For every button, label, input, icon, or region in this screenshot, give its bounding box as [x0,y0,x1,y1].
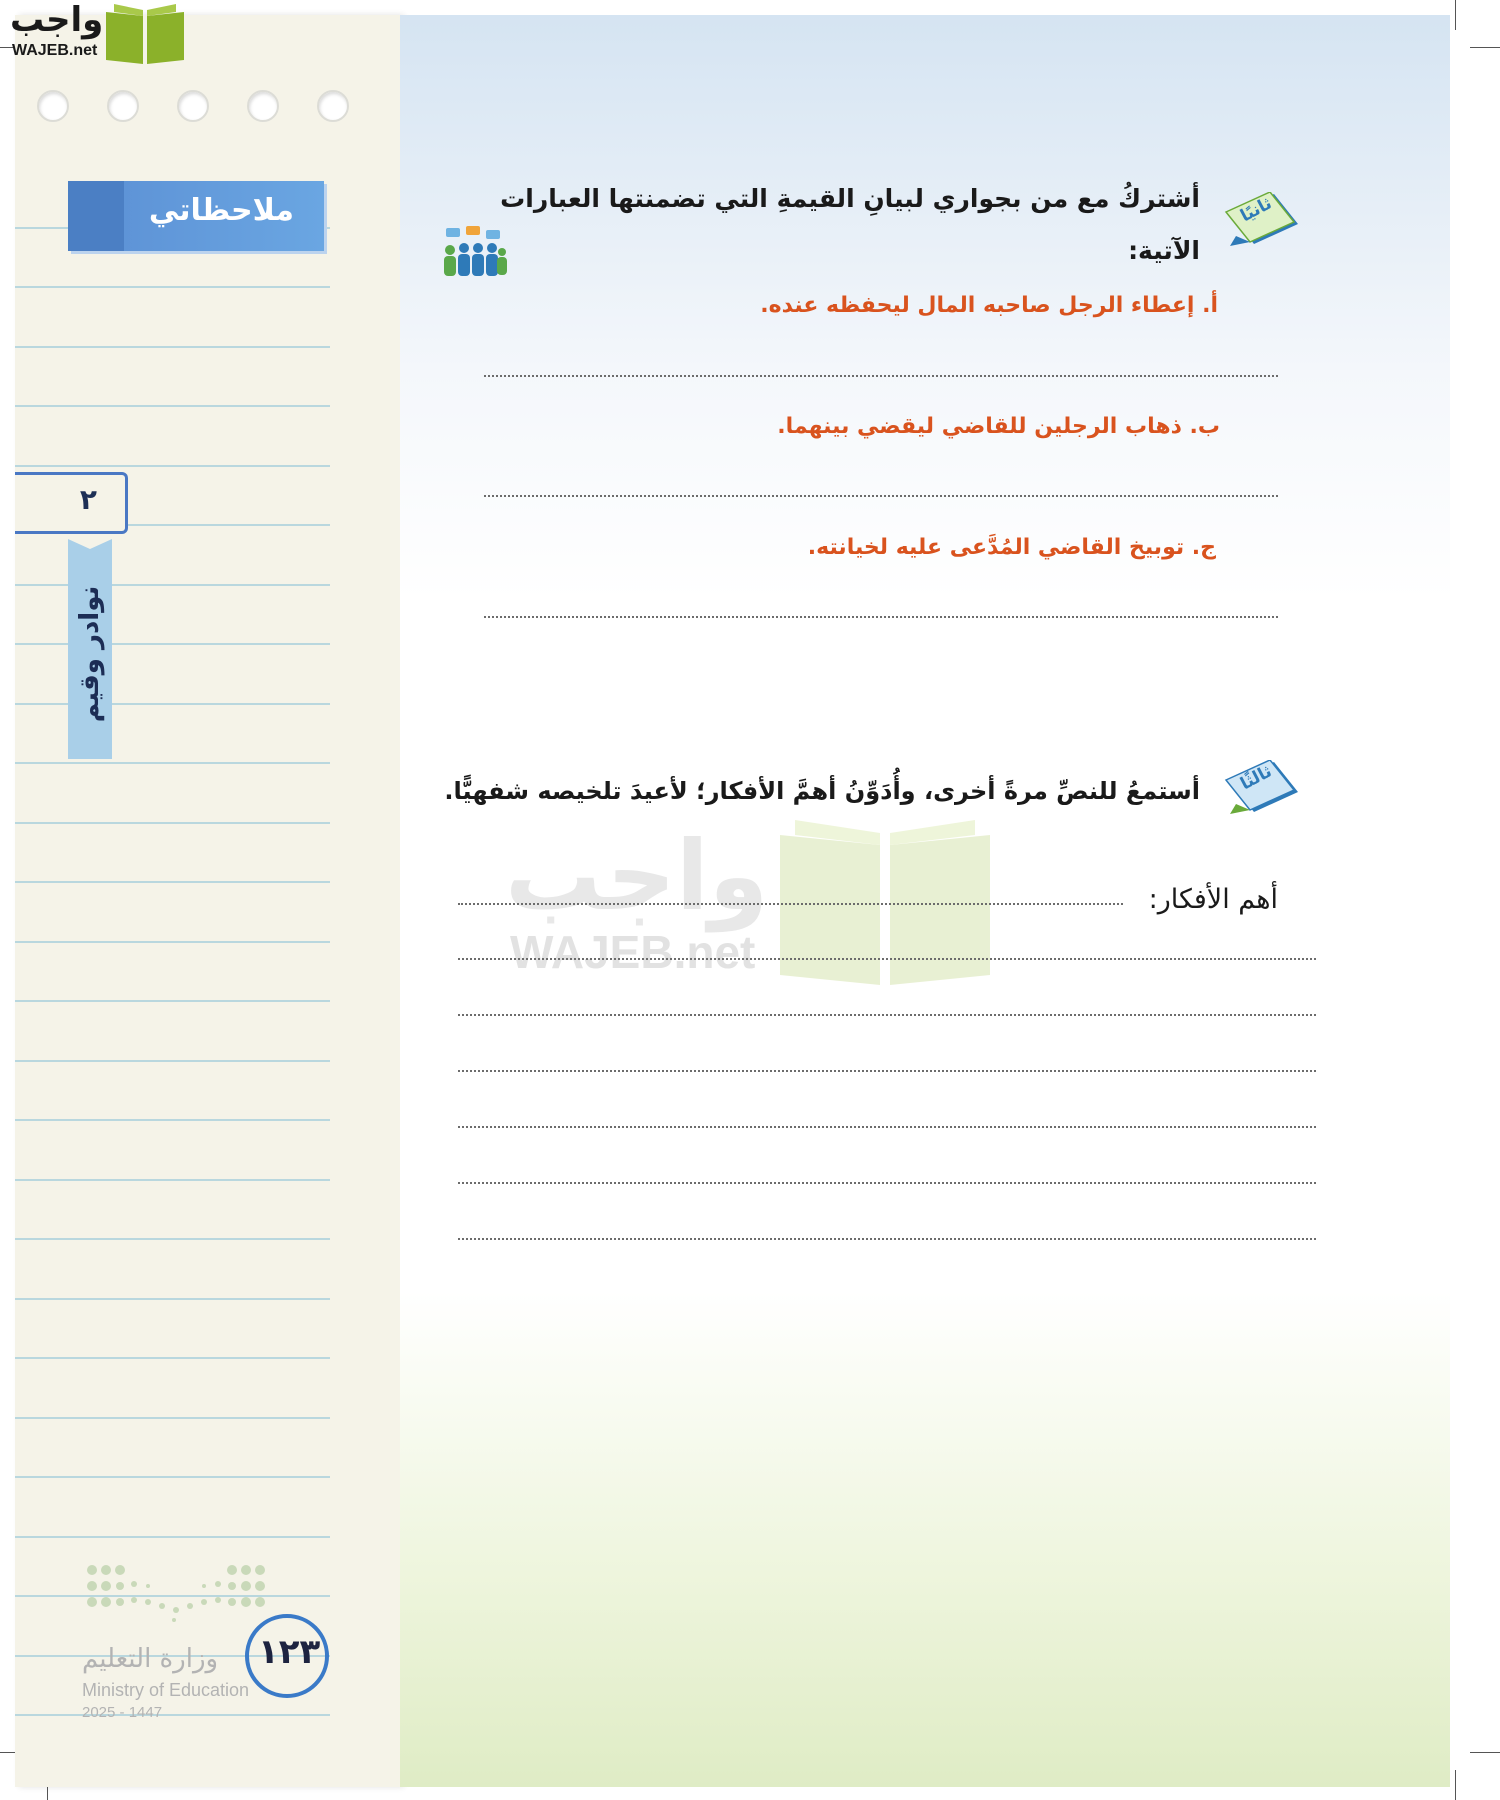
binder-hole [37,90,69,122]
ministry-name-arabic: وزارة التعليم [82,1644,219,1674]
ideas-line-1[interactable] [458,903,1123,905]
note-line [15,1179,330,1181]
ministry-name-english: Ministry of Education [82,1680,250,1700]
note-line [15,1714,330,1716]
crop-mark [1470,1752,1500,1753]
ideas-line-4[interactable] [458,1070,1316,1072]
note-line [15,1476,330,1478]
note-line [15,1536,330,1538]
note-line [15,405,330,407]
note-line [15,881,330,883]
note-line [15,1238,330,1240]
ideas-line-6[interactable] [458,1182,1316,1184]
page-number: ١٢٣ [258,1632,321,1672]
ideas-line-5[interactable] [458,1126,1316,1128]
notes-title-tab [68,181,324,251]
unit-ribbon [68,549,112,759]
note-line [15,1060,330,1062]
watermark-arabic: واجب [505,820,769,932]
answer-line-b[interactable] [484,495,1278,497]
answer-line-c[interactable] [484,616,1278,618]
note-line [15,1119,330,1121]
notes-panel [15,15,400,1787]
note-line [15,643,330,645]
ideas-line-3[interactable] [458,1014,1316,1016]
binder-hole [177,90,209,122]
edition-year: 2025 - 1447 [82,1704,163,1721]
second-prompt-line2: الآتية: [1128,236,1200,265]
ministry-logo-dots [86,1562,266,1622]
note-line [15,1417,330,1419]
item-c: ج. توبيخ القاضي المُدَّعى عليه لخيانته. [807,535,1216,560]
ideas-line-7[interactable] [458,1238,1316,1240]
notes-title: ملاحظاتي [148,193,294,228]
note-line [15,941,330,943]
note-line [15,822,330,824]
badge-second-label: ثانيًا [1237,193,1276,227]
binder-hole [247,90,279,122]
site-logo-arabic: واجب [10,0,104,40]
note-line [15,286,330,288]
note-line [15,465,330,467]
ribbon-notch [68,539,112,549]
crop-mark [1455,1770,1456,1800]
ideas-line-2[interactable] [458,958,1316,960]
crop-mark [1470,47,1500,48]
tab-strip [68,181,124,251]
note-line [15,1298,330,1300]
note-line [15,1000,330,1002]
answer-line-a[interactable] [484,375,1278,377]
item-a: أ. إعطاء الرجل صاحبه المال ليحفظه عنده. [760,293,1218,318]
group-discussion-icon [440,226,508,280]
badge-third-label: ثالثًا [1237,761,1276,795]
watermark-latin: WAJEB.net [510,926,756,978]
item-b: ب. ذهاب الرجلين للقاضي ليقضي بينهما. [777,414,1220,439]
ideas-label: أهم الأفكار: [1148,884,1278,915]
note-line [15,346,330,348]
unit-number-box [15,472,128,534]
unit-number: ٢ [79,483,97,516]
second-prompt-line1: أشتركُ مع من بجواري لبيانِ القيمةِ التي تضمنتها العبارات [500,184,1200,213]
site-logo-book-icon [104,4,186,64]
site-logo-latin: WAJEB.net [12,42,98,59]
crop-mark [1455,0,1456,30]
note-line [15,1357,330,1359]
note-line [15,703,330,705]
unit-name: نوادر وقيم [75,585,105,723]
binder-hole [107,90,139,122]
note-line [15,762,330,764]
binder-hole [317,90,349,122]
note-line [15,584,330,586]
third-prompt: أستمعُ للنصِّ مرةً أخرى، وأُدَوِّنُ أهمَّ الأفكار؛ لأعيدَ تلخيصه شفهيًّا. [444,777,1200,805]
